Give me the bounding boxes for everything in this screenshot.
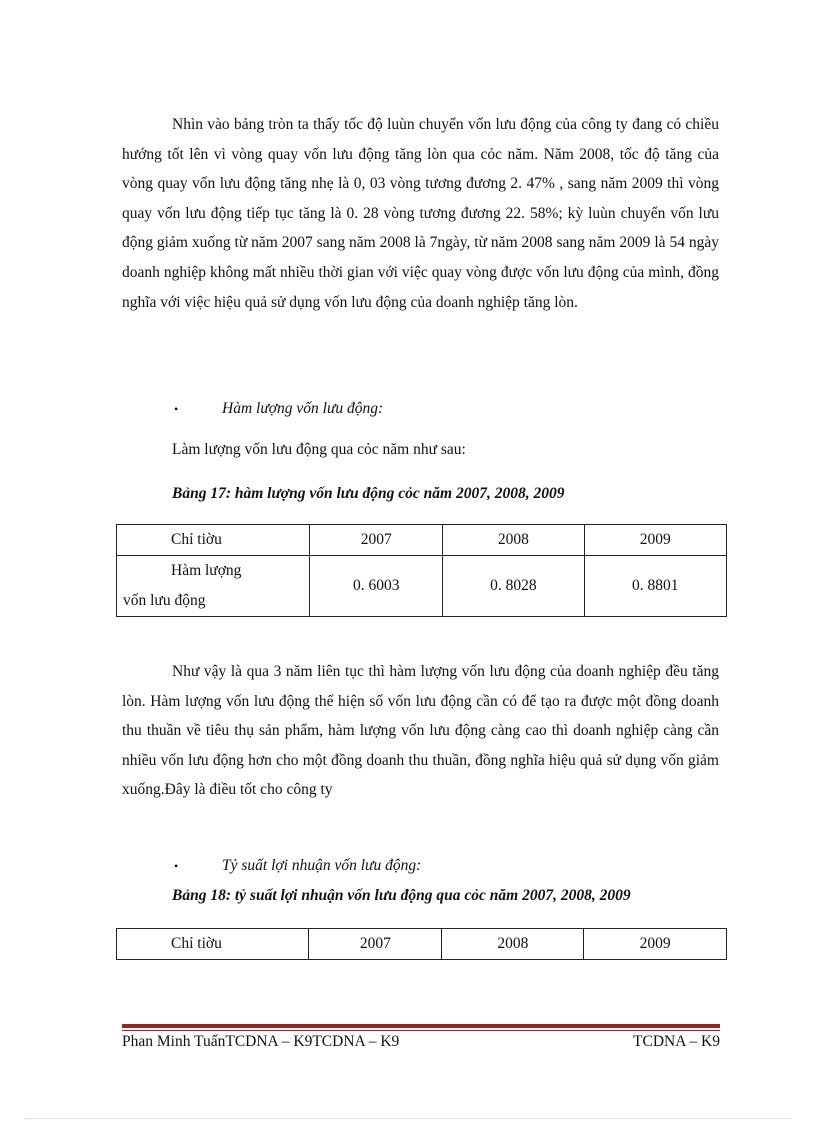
bullet-dot-icon: • xyxy=(174,859,179,873)
footer-class: TCDNA – K9 xyxy=(633,1033,720,1050)
bullet-dot-icon: • xyxy=(174,402,179,416)
table-18-caption: Bảng 18: tỷ suất lợi nhuận vốn lưu động qua cỏc năm 2007, 2008, 2009 xyxy=(172,887,631,904)
table-header-row xyxy=(117,525,727,556)
table-cell-2008: 0. 8028 xyxy=(443,556,584,617)
bullet-profit-ratio-label: Tỷ suất lợi nhuận vốn lưu động: xyxy=(222,857,422,874)
footer-author: Phan Minh TuấnTCDNA – K9TCDNA – K9 xyxy=(122,1033,400,1050)
table-header-cell: 2008 xyxy=(443,525,584,556)
table-header-cell: Chỉ tiờu xyxy=(117,929,309,960)
table-cell-2009: 0. 8801 xyxy=(584,556,726,617)
page-edge-divider xyxy=(24,1118,792,1119)
row-label-line-2: vốn lưu động xyxy=(123,592,206,609)
table-row xyxy=(117,556,727,617)
paragraph-turnover-analysis: Nhìn vào bảng tròn ta thấy tốc độ luùn chuyển vốn lưu động của công ty đang có chiều hướng tốt lên vì vòng quay vốn lưu động tăng lòn qua cỏc năm. Năm 2008, tốc độ tăng của vòng quay vốn lưu động tăng nhẹ là 0, 03 vòng tương đương 2. 47% , sang năm 2009 thì vòng quay vốn lưu động tiếp tục tăng là 0. 28 vòng tương đương 22. 58%; kỳ luùn chuyển vốn lưu động giảm xuống từ năm 2007 sang năm 2008 là 7ngày, từ năm 2008 sang năm 2009 là 54 ngày doanh nghiệp không mất nhiều thời gian với việc quay vòng được vốn lưu động của mình, đồng nghĩa với việc hiệu quả sử dụng vốn lưu động của doanh nghiệp tăng lòn. xyxy=(122,116,719,311)
paragraph-capital-content-analysis: Như vậy là qua 3 năm liên tục thì hàm lượng vốn lưu động của doanh nghiệp đều tăng lòn. Hàm lượng vốn lưu động thể hiện số vốn lưu động cần có để tạo ra được một đồng doanh thu thuần về tiêu thụ sản phẩm, hàm lượng vốn lưu động càng cao thì doanh nghiệp càng cần nhiều vốn lưu động hơn cho một đồng doanh thu thuần, đồng nghĩa hiệu quả sử dụng vốn giảm xuống.Đây là điều tốt cho công ty xyxy=(122,663,719,799)
table-row-label xyxy=(117,556,310,617)
paragraph-capital-content-intro: Làm lượng vốn lưu động qua cỏc năm như sau: xyxy=(172,441,466,458)
table-header-cell: 2007 xyxy=(310,525,443,556)
table-cell-2007: 0. 6003 xyxy=(310,556,443,617)
table-header-cell: Chỉ tiờu xyxy=(117,525,310,556)
table-header-row xyxy=(117,929,727,960)
table-17 xyxy=(116,524,727,617)
table-header-cell: 2009 xyxy=(584,525,726,556)
table-17-caption: Bảng 17: hàm lượng vốn lưu động cỏc năm 2007, 2008, 2009 xyxy=(172,485,565,502)
table-header-cell: 2007 xyxy=(309,929,442,960)
row-label-line-1: Hàm lượng xyxy=(171,562,242,579)
table-header-cell: 2008 xyxy=(442,929,584,960)
bullet-capital-content-label: Hàm lượng vốn lưu động: xyxy=(222,400,384,417)
table-18 xyxy=(116,928,727,960)
footer-rule xyxy=(122,1024,720,1031)
table-header-cell: 2009 xyxy=(584,929,727,960)
